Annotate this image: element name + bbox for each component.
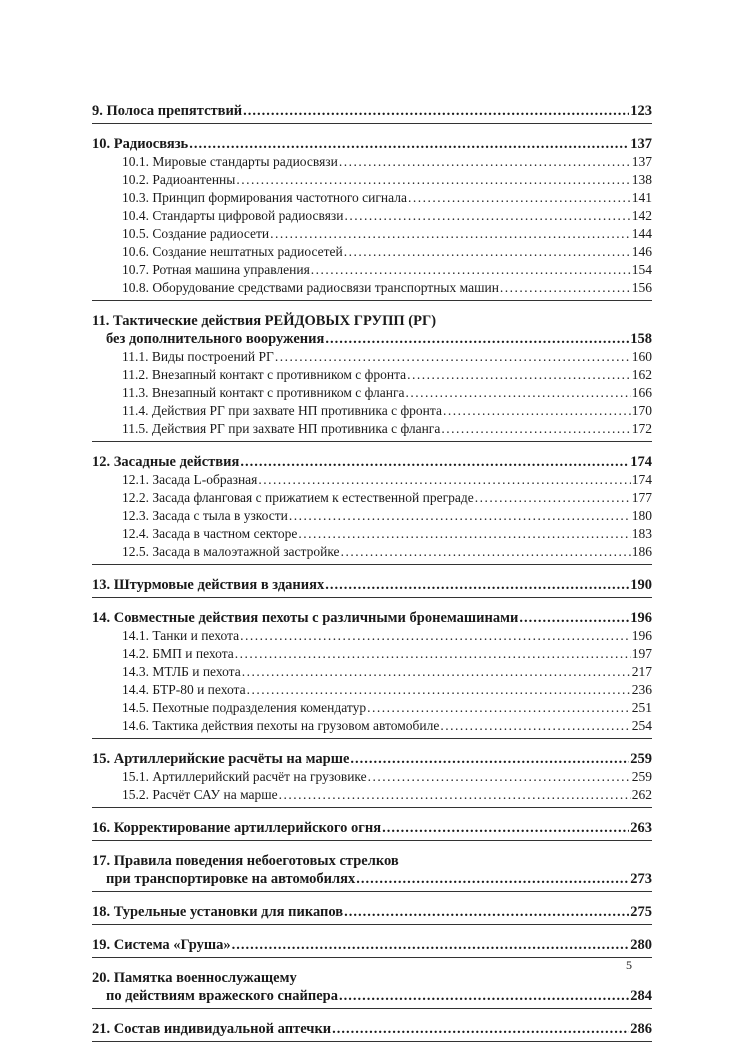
- section-title: 9. Полоса препятствий: [92, 103, 243, 119]
- dot-leader: [356, 870, 629, 888]
- dot-leader: [344, 207, 630, 225]
- dot-leader: [368, 768, 631, 786]
- subsection-page: 141: [631, 190, 652, 205]
- subsection-title: 10.2. Радиоантенны: [122, 172, 236, 187]
- dot-leader: [339, 987, 629, 1005]
- toc-heading-row: [92, 819, 652, 837]
- dot-leader: [408, 189, 631, 207]
- toc-heading-line: [92, 312, 652, 330]
- subsection-title: 14.6. Тактика действия пехоты на грузовом автомобиле: [122, 718, 440, 733]
- dot-leader: [341, 543, 631, 561]
- subsection-page: 137: [631, 154, 652, 169]
- dot-leader: [279, 786, 631, 804]
- section-page: 196: [630, 610, 652, 626]
- dot-leader: [247, 681, 631, 699]
- subsection-title: 11.2. Внезапный контакт с противником с фронта: [122, 367, 407, 382]
- subsection-page: 170: [631, 403, 652, 418]
- toc-subsection-row: [92, 171, 652, 189]
- dot-leader: [325, 576, 629, 594]
- toc-subsection-row: [92, 717, 652, 735]
- table-of-contents: [92, 102, 652, 1053]
- section-title: 11. Тактические действия РЕЙДОВЫХ ГРУПП (РГ): [92, 313, 437, 329]
- toc-heading-row: [92, 135, 652, 153]
- dot-leader: [325, 330, 629, 348]
- dot-leader: [407, 366, 631, 384]
- section-title: 14. Совместные действия пехоты с различными бронемашинами: [92, 610, 519, 626]
- dot-leader: [243, 102, 629, 120]
- dot-leader: [367, 699, 631, 717]
- subsection-title: 10.3. Принцип формирования частотного сигнала: [122, 190, 407, 205]
- toc-subsection-row: [92, 471, 652, 489]
- subsection-page: 146: [631, 244, 652, 259]
- toc-subsection-row: [92, 384, 652, 402]
- subsection-title: 12.4. Засада в частном секторе: [122, 526, 298, 541]
- toc-section: [92, 453, 652, 565]
- dot-leader: [332, 1020, 629, 1038]
- subsection-page: 236: [631, 682, 652, 697]
- toc-subsection-row: [92, 663, 652, 681]
- toc-section: [92, 903, 652, 925]
- section-page: 273: [630, 871, 652, 887]
- section-page: 137: [630, 136, 652, 152]
- subsection-title: 10.8. Оборудование средствами радиосвязи транспортных машин: [122, 280, 499, 295]
- subsection-title: 12.2. Засада фланговая с прижатием к естественной преграде: [122, 490, 474, 505]
- dot-leader: [240, 453, 629, 471]
- subsection-title: 11.3. Внезапный контакт с противником с фланга: [122, 385, 405, 400]
- subsection-page: 160: [631, 349, 652, 364]
- toc-heading-row: [92, 102, 652, 120]
- subsection-page: 262: [631, 787, 652, 802]
- toc-section: [92, 576, 652, 598]
- subsection-page: 162: [631, 367, 652, 382]
- dot-leader: [475, 489, 631, 507]
- section-page: 263: [630, 820, 652, 836]
- toc-subsection-row: [92, 489, 652, 507]
- toc-heading-row: [92, 870, 652, 888]
- subsection-page: 142: [631, 208, 652, 223]
- toc-section: [92, 135, 652, 301]
- dot-leader: [311, 261, 631, 279]
- subsection-title: 10.4. Стандарты цифровой радиосвязи: [122, 208, 344, 223]
- subsection-page: 196: [631, 628, 652, 643]
- subsection-title: 14.5. Пехотные подразделения комендатур: [122, 700, 367, 715]
- section-title-continued: при транспортировке на автомобилях: [106, 871, 356, 887]
- subsection-page: 259: [631, 769, 652, 784]
- dot-leader: [443, 402, 631, 420]
- subsection-title: 10.7. Ротная машина управления: [122, 262, 310, 277]
- section-page: 158: [630, 331, 652, 347]
- section-title: 16. Корректирование артиллерийского огня: [92, 820, 382, 836]
- section-title: 21. Состав индивидуальной аптечки: [92, 1021, 332, 1037]
- dot-leader: [232, 936, 630, 954]
- subsection-title: 15.2. Расчёт САУ на марше: [122, 787, 278, 802]
- toc-heading-row: [92, 750, 652, 768]
- subsection-title: 11.5. Действия РГ при захвате НП противника с фланга: [122, 421, 441, 436]
- toc-subsection-row: [92, 645, 652, 663]
- dot-leader: [275, 348, 631, 366]
- toc-heading-row: [92, 936, 652, 954]
- toc-subsection-row: [92, 543, 652, 561]
- subsection-page: 254: [631, 718, 652, 733]
- toc-section: [92, 1020, 652, 1042]
- toc-section: [92, 312, 652, 442]
- toc-subsection-row: [92, 420, 652, 438]
- toc-section: [92, 102, 652, 124]
- dot-leader: [240, 627, 631, 645]
- toc-heading-row: [92, 609, 652, 627]
- toc-subsection-row: [92, 627, 652, 645]
- toc-heading-row: [92, 903, 652, 921]
- subsection-page: 197: [631, 646, 652, 661]
- toc-subsection-row: [92, 768, 652, 786]
- toc-section: [92, 969, 652, 1009]
- section-page: 286: [630, 1021, 652, 1037]
- subsection-title: 12.3. Засада с тыла в узкости: [122, 508, 288, 523]
- dot-leader: [270, 225, 631, 243]
- section-title-continued: без дополнительного вооружения: [106, 331, 325, 347]
- toc-section: [92, 750, 652, 808]
- toc-heading-row: [92, 330, 652, 348]
- section-title-continued: по действиям вражеского снайпера: [106, 988, 338, 1004]
- subsection-title: 10.5. Создание радиосети: [122, 226, 270, 241]
- toc-subsection-row: [92, 348, 652, 366]
- dot-leader: [406, 384, 631, 402]
- dot-leader: [242, 663, 631, 681]
- section-page: 284: [630, 988, 652, 1004]
- section-title: 17. Правила поведения небоеготовых стрелков: [92, 853, 399, 869]
- subsection-title: 10.6. Создание нештатных радиосетей: [122, 244, 343, 259]
- subsection-page: 166: [631, 385, 652, 400]
- subsection-title: 12.5. Засада в малоэтажной застройке: [122, 544, 340, 559]
- dot-leader: [236, 171, 630, 189]
- subsection-page: 144: [631, 226, 652, 241]
- section-page: 190: [630, 577, 652, 593]
- toc-subsection-row: [92, 243, 652, 261]
- subsection-title: 11.4. Действия РГ при захвате НП противника с фронта: [122, 403, 442, 418]
- dot-leader: [350, 750, 629, 768]
- section-page: 280: [630, 937, 652, 953]
- toc-subsection-row: [92, 279, 652, 297]
- subsection-page: 154: [631, 262, 652, 277]
- section-title: 20. Памятка военнослужащему: [92, 970, 297, 986]
- subsection-title: 11.1. Виды построений РГ: [122, 349, 274, 364]
- toc-section: [92, 609, 652, 739]
- dot-leader: [258, 471, 630, 489]
- subsection-page: 217: [631, 664, 652, 679]
- toc-heading-row: [92, 576, 652, 594]
- section-title: 13. Штурмовые действия в зданиях: [92, 577, 325, 593]
- toc-subsection-row: [92, 402, 652, 420]
- toc-section: [92, 852, 652, 892]
- subsection-page: 183: [631, 526, 652, 541]
- dot-leader: [235, 645, 631, 663]
- toc-subsection-row: [92, 366, 652, 384]
- dot-leader: [500, 279, 631, 297]
- subsection-title: 14.4. БТР-80 и пехота: [122, 682, 246, 697]
- dot-leader: [519, 609, 629, 627]
- toc-heading-row: [92, 1020, 652, 1038]
- subsection-page: 174: [631, 472, 652, 487]
- section-page: 123: [630, 103, 652, 119]
- toc-section: [92, 936, 652, 958]
- dot-leader: [344, 243, 631, 261]
- toc-subsection-row: [92, 699, 652, 717]
- subsection-page: 156: [631, 280, 652, 295]
- subsection-title: 12.1. Засада L-образная: [122, 472, 258, 487]
- dot-leader: [344, 903, 629, 921]
- section-page: 174: [630, 454, 652, 470]
- dot-leader: [189, 135, 629, 153]
- subsection-title: 14.2. БМП и пехота: [122, 646, 234, 661]
- toc-heading-row: [92, 987, 652, 1005]
- dot-leader: [382, 819, 629, 837]
- toc-subsection-row: [92, 207, 652, 225]
- section-page: 259: [630, 751, 652, 767]
- toc-subsection-row: [92, 153, 652, 171]
- section-title: 19. Система «Груша»: [92, 937, 231, 953]
- toc-heading-line: [92, 852, 652, 870]
- section-title: 18. Турельные установки для пикапов: [92, 904, 344, 920]
- subsection-page: 180: [631, 508, 652, 523]
- toc-subsection-row: [92, 261, 652, 279]
- subsection-title: 10.1. Мировые стандарты радиосвязи: [122, 154, 338, 169]
- subsection-title: 15.1. Артиллерийский расчёт на грузовике: [122, 769, 367, 784]
- subsection-page: 172: [631, 421, 652, 436]
- dot-leader: [441, 420, 630, 438]
- section-page: 275: [630, 904, 652, 920]
- page-number: 5: [626, 958, 632, 972]
- subsection-page: 177: [631, 490, 652, 505]
- dot-leader: [298, 525, 630, 543]
- section-title: 10. Радиосвязь: [92, 136, 189, 152]
- dot-leader: [339, 153, 631, 171]
- subsection-title: 14.3. МТЛБ и пехота: [122, 664, 241, 679]
- subsection-page: 186: [631, 544, 652, 559]
- dot-leader: [289, 507, 631, 525]
- toc-subsection-row: [92, 525, 652, 543]
- section-title: 12. Засадные действия: [92, 454, 240, 470]
- toc-heading-row: [92, 453, 652, 471]
- section-title: 15. Артиллерийские расчёты на марше: [92, 751, 350, 767]
- toc-subsection-row: [92, 189, 652, 207]
- dot-leader: [440, 717, 630, 735]
- subsection-page: 251: [631, 700, 652, 715]
- toc-subsection-row: [92, 681, 652, 699]
- toc-section: [92, 819, 652, 841]
- subsection-title: 14.1. Танки и пехота: [122, 628, 240, 643]
- toc-subsection-row: [92, 225, 652, 243]
- subsection-page: 138: [631, 172, 652, 187]
- toc-subsection-row: [92, 507, 652, 525]
- toc-subsection-row: [92, 786, 652, 804]
